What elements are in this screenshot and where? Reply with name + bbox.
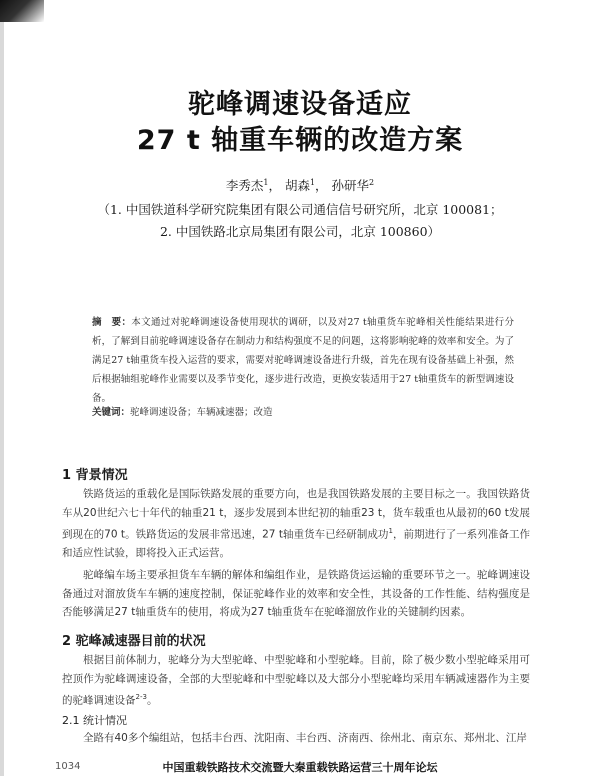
section-1-paragraph-1: [62, 485, 530, 563]
author-sup: 2: [369, 177, 375, 187]
keywords: [92, 404, 514, 418]
conference-footer: 中国重载铁路技术交流暨大秦重载铁路运营三十周年论坛: [162, 761, 438, 774]
affiliation-2: 2. 中国铁路北京局集团有限公司，北京 100860）: [159, 224, 441, 239]
section-1-heading: 1 背景情况: [62, 468, 128, 483]
author-list: 李秀杰$^1$， 胡森$^1$， 孙研华$^2$: [225, 177, 375, 193]
affiliation-1: （1. 中国铁道科学研究院集团有限公司通信信号研究所，北京 100081；: [97, 202, 503, 217]
paragraph-text: 。: [146, 694, 158, 707]
abstract-label: 摘 要：: [92, 317, 132, 328]
author-sup: 1: [309, 177, 316, 187]
abstract-text: 本文通过对驼峰调速设备使用现状的调研，以及对27 t轴重货车驼峰相关性能结果进行分析，了解到目前驼峰调速设备存在制动力和结构强度不足的问题，这将影响驼峰的效率和安全。为了满足27 t轴重货车投入运营的要求，需要对驼峰调速设备进行升级，首先在现有设备基础上补强，然后根据轴组驼峰作业需要以及季节变化，逐步进行改造，更换安装适用于27 t轴重货车的新型调速设备。: [92, 317, 514, 404]
section-1-paragraph-2: 驼峰编车场主要承担货车车辆的解体和编组作业，是铁路货运运输的重要环节之一。驼峰调速设备通过对溜放货车车辆的速度控制，保证驼峰作业的效率和安全性，其设备的工作性能、结构强度是否能够满足27 t轴重货车的使用，将成为27 t轴重货车在驼峰溜放作业的关键制约因素。: [62, 569, 530, 618]
paragraph-text: 根据目前体制力，驼峰分为大型驼峰、中型驼峰和小型驼峰。目前，除了极少数小型驼峰采用可控顶作为驼峰调速设备，全部的大型驼峰和中型驼峰以及大部分小型驼峰均采用车辆减速器作为主要的驼峰调速设备: [62, 654, 530, 707]
subsection-2-1-heading: 2.1 统计情况: [62, 714, 127, 727]
title-line-1: 驼峰调速设备适应: [188, 89, 412, 120]
section-2-paragraph-1: [62, 651, 530, 710]
scan-mark: [0, 0, 44, 22]
abstract: [92, 313, 514, 408]
section-2-paragraph-2: 全路有40多个编组站，包括丰台西、沈阳南、丰台西、济南西、徐州北、南京东、郑州北、江岸: [83, 732, 527, 744]
paragraph-text: 铁路货运的重载化是国际铁路发展的重要方向，也是我国铁路发展的主要目标之一。我国铁路货车从20世纪六七十年代的轴重21 t，逐步发展到本世纪初的轴重23 t，货车载重也从最初的60 t发展到现在的70 t。铁路货运的发展非常迅速，27 t轴重货车已经研制成功: [62, 488, 530, 541]
citation: 2-3: [135, 693, 147, 701]
title-line-2: 27 t 轴重车辆的改造方案: [136, 125, 464, 156]
paragraph-text: ，前期进行了一系列准备工作和适应性试验，即将投入正式运营。: [62, 528, 530, 559]
keywords-label: 关键词：: [92, 407, 131, 418]
author-name: 胡森: [284, 178, 310, 193]
section-2-heading: 2 驼峰减速器目前的状况: [62, 634, 206, 649]
citation: 1: [388, 527, 393, 535]
author-name: 李秀杰: [225, 178, 264, 193]
page-number: 1034: [55, 761, 81, 772]
keywords-text: 驼峰调速设备；车辆减速器；改造: [130, 407, 273, 418]
author-name: 孙研华: [331, 178, 370, 193]
author-sup: 1: [263, 177, 269, 187]
